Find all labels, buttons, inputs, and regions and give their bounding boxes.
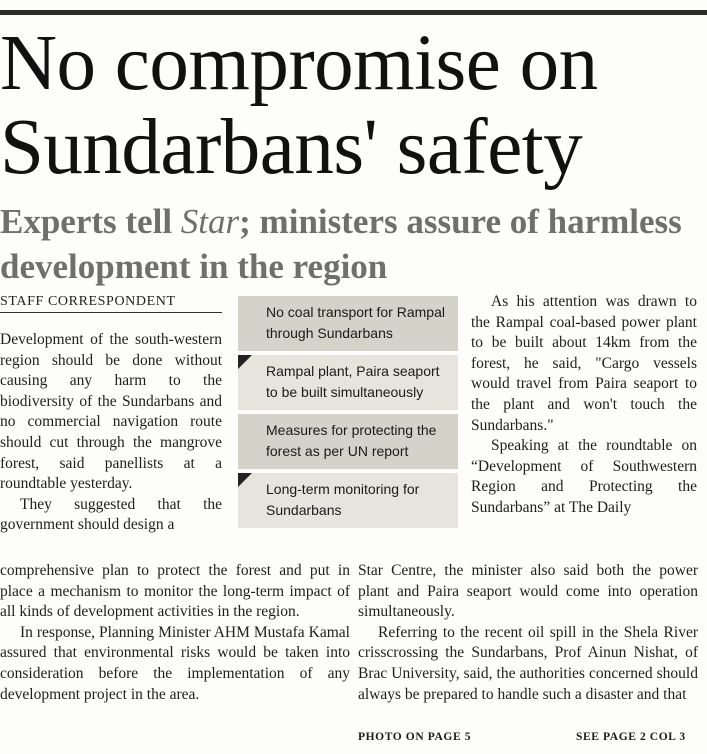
article-column-bottom-right bbox=[358, 561, 698, 705]
paragraph: As his attention was drawn to the Rampal coal-based power plant to be built about 14km from the forest, he said, "Cargo vessels would travel from Paira seaport to the plant and won't touch the Sundarbans." bbox=[471, 293, 697, 434]
subhead-part-2: ; ministers assure of harmless development in the region bbox=[0, 202, 682, 286]
highlight-label: Rampal plant, Paira seaport to be built simultaneously bbox=[266, 363, 440, 400]
subheadline bbox=[0, 199, 707, 289]
article-column-bottom-left bbox=[0, 561, 350, 705]
highlight-item bbox=[238, 355, 458, 410]
photo-reference: PHOTO ON PAGE 5 bbox=[358, 731, 472, 743]
headline-line-1: No compromise on bbox=[0, 20, 598, 107]
paragraph: They suggested that the government should design a bbox=[0, 495, 222, 534]
top-rule bbox=[0, 10, 707, 15]
paragraph: Star Centre, the minister also said both the power plant and Paira seaport would come into operation simultaneously. bbox=[358, 562, 698, 621]
paragraph: Speaking at the roundtable on “Development of Southwestern Region and Protecting the Sundarbans” at The Daily bbox=[471, 437, 697, 516]
highlight-label: No coal transport for Rampal through Sundarbans bbox=[266, 304, 445, 341]
paragraph: In response, Planning Minister AHM Mustafa Kamal assured that environmental risks would be taken into consideration before the implementation of any development project in the area. bbox=[0, 623, 350, 703]
star-logo: Star bbox=[180, 202, 240, 241]
highlight-item bbox=[238, 473, 458, 528]
highlight-label: Long-term monitoring for Sundarbans bbox=[266, 481, 420, 518]
highlight-label: Measures for protecting the forest as per UN report bbox=[266, 422, 437, 459]
article-column-right bbox=[471, 292, 697, 519]
highlight-item bbox=[238, 296, 458, 351]
corner-arrow-icon bbox=[238, 355, 252, 369]
corner-arrow-icon bbox=[238, 473, 252, 487]
paragraph: Referring to the recent oil spill in the Shela River crisscrossing the Sundarbans, Prof Ainun Nishat, of Brac University, said, the authorities concerned should always be prepared to handle such a disaster and that bbox=[358, 623, 698, 703]
article-column-left bbox=[0, 330, 222, 536]
paragraph: comprehensive plan to protect the forest and put in place a mechanism to monitor the long-term impact of all kinds of development activities in the region. bbox=[0, 562, 350, 621]
highlight-item bbox=[238, 414, 458, 469]
subhead-part-1: Experts tell bbox=[0, 202, 181, 241]
byline: STAFF CORRESPONDENT bbox=[0, 294, 222, 313]
continuation-reference: SEE PAGE 2 COL 3 bbox=[576, 731, 686, 743]
headline bbox=[0, 22, 707, 190]
highlights-sidebar bbox=[238, 296, 458, 532]
headline-line-2: Sundarbans' safety bbox=[0, 104, 583, 191]
paragraph: Development of the south-western region should be done without causing any harm to the biodiversity of the Sundarbans and no commercial navigation route should cut through the mangrove forest, said panellists at a roundtable yesterday. bbox=[0, 331, 222, 493]
